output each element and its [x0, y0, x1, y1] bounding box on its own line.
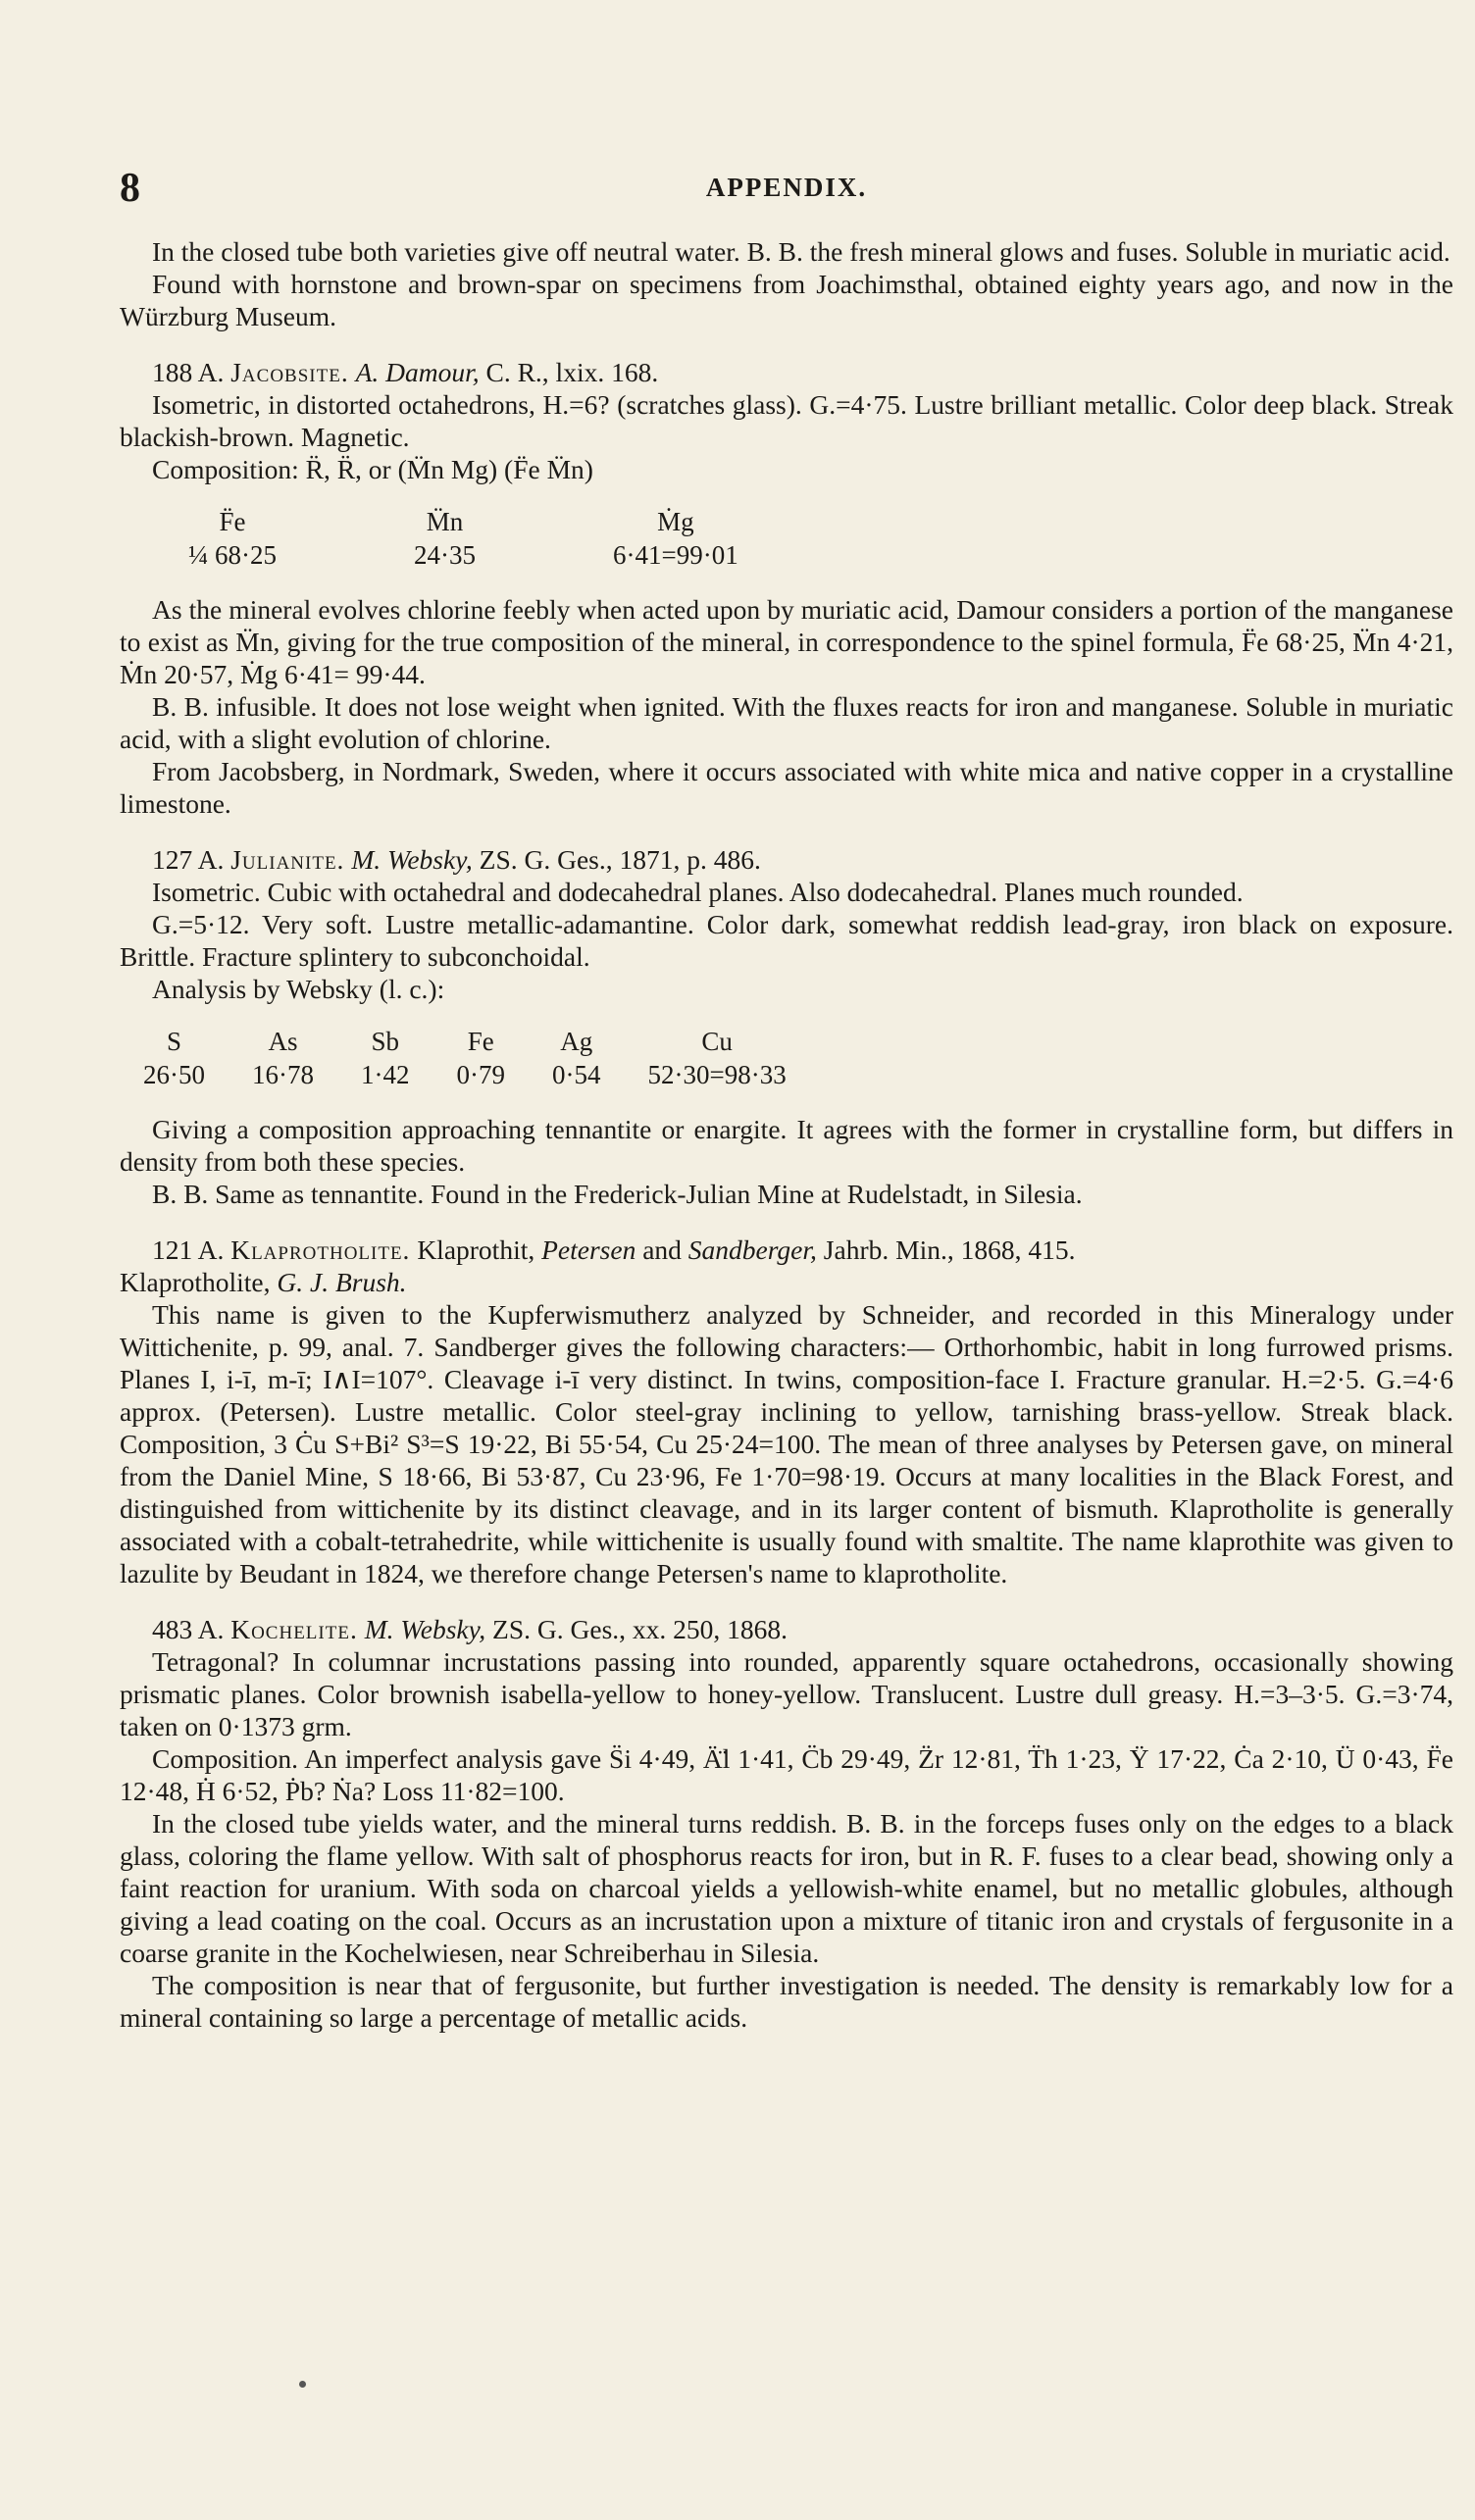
- kochelite-heading: [120, 1613, 1453, 1645]
- reference: ZS. G. Ges., xx. 250, 1868.: [492, 1614, 788, 1644]
- klaprotholite-synonym: [120, 1266, 1453, 1298]
- table-cell: Ag: [560, 1027, 593, 1056]
- intro-paragraph-2: Found with hornstone and brown-spar on specimens from Joachimsthal, obtained eighty years ago, and now in the Würzburg Museum.: [120, 269, 1453, 331]
- jacobsite-paragraph-3: As the mineral evolves chlorine feebly when acted upon by muriatic acid, Damour considers a portion of the manganese to exist as M̈n, giving for the true composition of the mineral, in correspondence to the spinel formula, F̈e 68·25, M̈n 4·21, Ṁn 20·57, Ṁg 6·41= 99·44.: [120, 594, 1453, 689]
- table-cell: M̈n: [426, 507, 464, 536]
- table-row: [120, 1058, 810, 1091]
- author: Sandberger,: [687, 1235, 817, 1265]
- table-cell: 0·79: [456, 1060, 505, 1089]
- reference: Klaprothit,: [417, 1235, 535, 1265]
- reference: Jahrb. Min., 1868, 415.: [823, 1235, 1076, 1265]
- table-cell: S: [166, 1027, 182, 1056]
- entry-number: 483 A.: [152, 1614, 225, 1644]
- running-title: APPENDIX.: [705, 173, 868, 202]
- page-header: [120, 165, 1453, 214]
- kochelite-paragraph-2: Composition. An imperfect analysis gave S̈i 4·49, Ä̈l 1·41, C̈b 29·49, Z̈r 12·81, T̈h 1·23, Ÿ 17·22, Ċa 2·10, Ü 0·43, F̈e 12·48, Ḣ 6·52, Ṗb? Ṅa? Loss 11·82=100.: [120, 1743, 1453, 1806]
- julianite-paragraph-4: Giving a composition approaching tennantite or enargite. It agrees with the former in crystalline form, but differs in density from both these species.: [120, 1114, 1453, 1177]
- table-cell: ¼ 68·25: [188, 540, 277, 570]
- author: M. Websky,: [364, 1614, 486, 1644]
- table-cell: 0·54: [552, 1060, 601, 1089]
- reference: ZS. G. Ges., 1871, p. 486.: [479, 844, 761, 875]
- table-header-row: [120, 505, 807, 538]
- table-cell: 16·78: [252, 1060, 314, 1089]
- author: G. J. Brush.: [277, 1267, 407, 1297]
- julianite-analysis-table: [120, 1025, 810, 1091]
- mineral-name: Kochelite.: [230, 1614, 358, 1644]
- table-cell: 6·41=99·01: [613, 540, 738, 570]
- jacobsite-heading: [120, 356, 1453, 388]
- entry-number: 121 A.: [152, 1235, 225, 1265]
- table-header-row: [120, 1025, 810, 1058]
- julianite-paragraph-2: G.=5·12. Very soft. Lustre metallic-adamantine. Color dark, somewhat reddish lead-gray, iron black on exposure. Brittle. Fracture splintery to subconchoidal.: [120, 909, 1453, 972]
- intro-paragraph-1: In the closed tube both varieties give off neutral water. B. B. the fresh mineral glows and fuses. Soluble in muriatic acid.: [152, 236, 1450, 267]
- conjunction: and: [642, 1235, 682, 1265]
- jacobsite-paragraph-5: From Jacobsberg, in Nordmark, Sweden, where it occurs associated with white mica and native copper in a crystalline limestone.: [120, 756, 1453, 819]
- table-cell: 26·50: [143, 1060, 205, 1089]
- klaprotholite-paragraph-1: This name is given to the Kupferwismutherz analyzed by Schneider, and recorded in this Mineralogy under Wittichenite, p. 99, anal. 7. Sandberger gives the following characters:— Orthorhombic, habit in long furrowed prisms. Planes I, i-ī, m-ī; I∧I=107°. Cleavage i-ī very distinct. In twins, composition-face I. Fracture granular. H.=2·5. G.=4·6 approx. (Petersen). Lustre metallic. Color steel-gray inclining to yellow, tarnishing brass-yellow. Streak black. Composition, 3 Ċu S+Bi² S³=S 19·22, Bi 55·54, Cu 25·24=100. The mean of three analyses by Petersen gave, on mineral from the Daniel Mine, S 18·66, Bi 53·87, Cu 23·96, Fe 1·70=98·19. Occurs at many localities in the Black Forest, and distinguished from wittichenite by its distinct cleavage, and in its larger content of bismuth. Klaprotholite is generally associated with a cobalt-tetrahedrite, while wittichenite is usually found with smaltite. The name klaprothite was given to lazulite by Beudant in 1824, we therefore change Petersen's name to klaprotholite.: [120, 1299, 1453, 1588]
- entry-number: 188 A.: [152, 357, 225, 387]
- page-number: 8: [120, 166, 140, 211]
- author: A. Damour,: [355, 357, 480, 387]
- julianite-paragraph-1: Isometric. Cubic with octahedral and dodecahedral planes. Also dodecahedral. Planes much rounded.: [152, 877, 1244, 907]
- julianite-paragraph-5: B. B. Same as tennantite. Found in the Frederick-Julian Mine at Rudelstadt, in Silesia.: [152, 1179, 1083, 1209]
- jacobsite-composition: Composition: R̈, R̈, or (M̈n Mg) (F̈e M̈n): [152, 454, 593, 484]
- author: M. Websky,: [351, 844, 473, 875]
- table-cell: As: [268, 1027, 298, 1056]
- table-cell: Ṁg: [657, 507, 694, 536]
- table-cell: Cu: [701, 1027, 733, 1056]
- table-cell: Fe: [467, 1027, 494, 1056]
- table-cell: 52·30=98·33: [647, 1060, 787, 1089]
- table-cell: Sb: [371, 1027, 400, 1056]
- jacobsite-analysis-table: [120, 505, 807, 572]
- synonym: Klaprotholite,: [120, 1267, 271, 1297]
- klaprotholite-heading: [120, 1234, 1453, 1266]
- author: Petersen: [541, 1235, 636, 1265]
- jacobsite-paragraph-4: B. B. infusible. It does not lose weight when ignited. With the fluxes reacts for iron and manganese. Soluble in muriatic acid, with a slight evolution of chlorine.: [120, 691, 1453, 754]
- mineral-name: Klaprotholite.: [230, 1235, 411, 1265]
- kochelite-paragraph-4: The composition is near that of fergusonite, but further investigation is needed. The density is remarkably low for a mineral containing so large a percentage of metallic acids.: [120, 1970, 1453, 2033]
- julianite-paragraph-3: Analysis by Websky (l. c.):: [152, 974, 445, 1004]
- table-cell: 1·42: [361, 1060, 410, 1089]
- table-cell: F̈e: [219, 507, 246, 536]
- page-body: [120, 235, 1453, 2034]
- reference: C. R., lxix. 168.: [485, 357, 659, 387]
- mineral-name: Jacobsite.: [230, 357, 349, 387]
- stray-mark: [299, 2381, 306, 2388]
- mineral-name: Julianite.: [230, 844, 345, 875]
- jacobsite-description: Isometric, in distorted octahedrons, H.=6? (scratches glass). G.=4·75. Lustre brilliant metallic. Color deep black. Streak blackish-brown. Magnetic.: [120, 389, 1453, 452]
- entry-number: 127 A.: [152, 844, 225, 875]
- table-cell: 24·35: [414, 540, 476, 570]
- table-row: [120, 538, 807, 572]
- kochelite-paragraph-1: Tetragonal? In columnar incrustations passing into rounded, apparently square octahedrons, occasionally showing prismatic planes. Color brownish isabella-yellow to honey-yellow. Translucent. Lustre dull greasy. H.=3–3·5. G.=3·74, taken on 0·1373 grm.: [120, 1646, 1453, 1741]
- kochelite-paragraph-3: In the closed tube yields water, and the mineral turns reddish. B. B. in the forceps fuses only on the edges to a black glass, coloring the flame yellow. With salt of phosphorus reacts for iron, but in R. F. fuses to a clear bead, showing only a faint reaction for uranium. With soda on charcoal yields a yellowish-white enamel, but no metallic globules, although giving a lead coating on the coal. Occurs as an incrustation upon a mixture of titanic iron and crystals of fergusonite in a coarse granite in the Kochelwiesen, near Schreiberhau in Silesia.: [120, 1808, 1453, 1968]
- julianite-heading: [120, 843, 1453, 876]
